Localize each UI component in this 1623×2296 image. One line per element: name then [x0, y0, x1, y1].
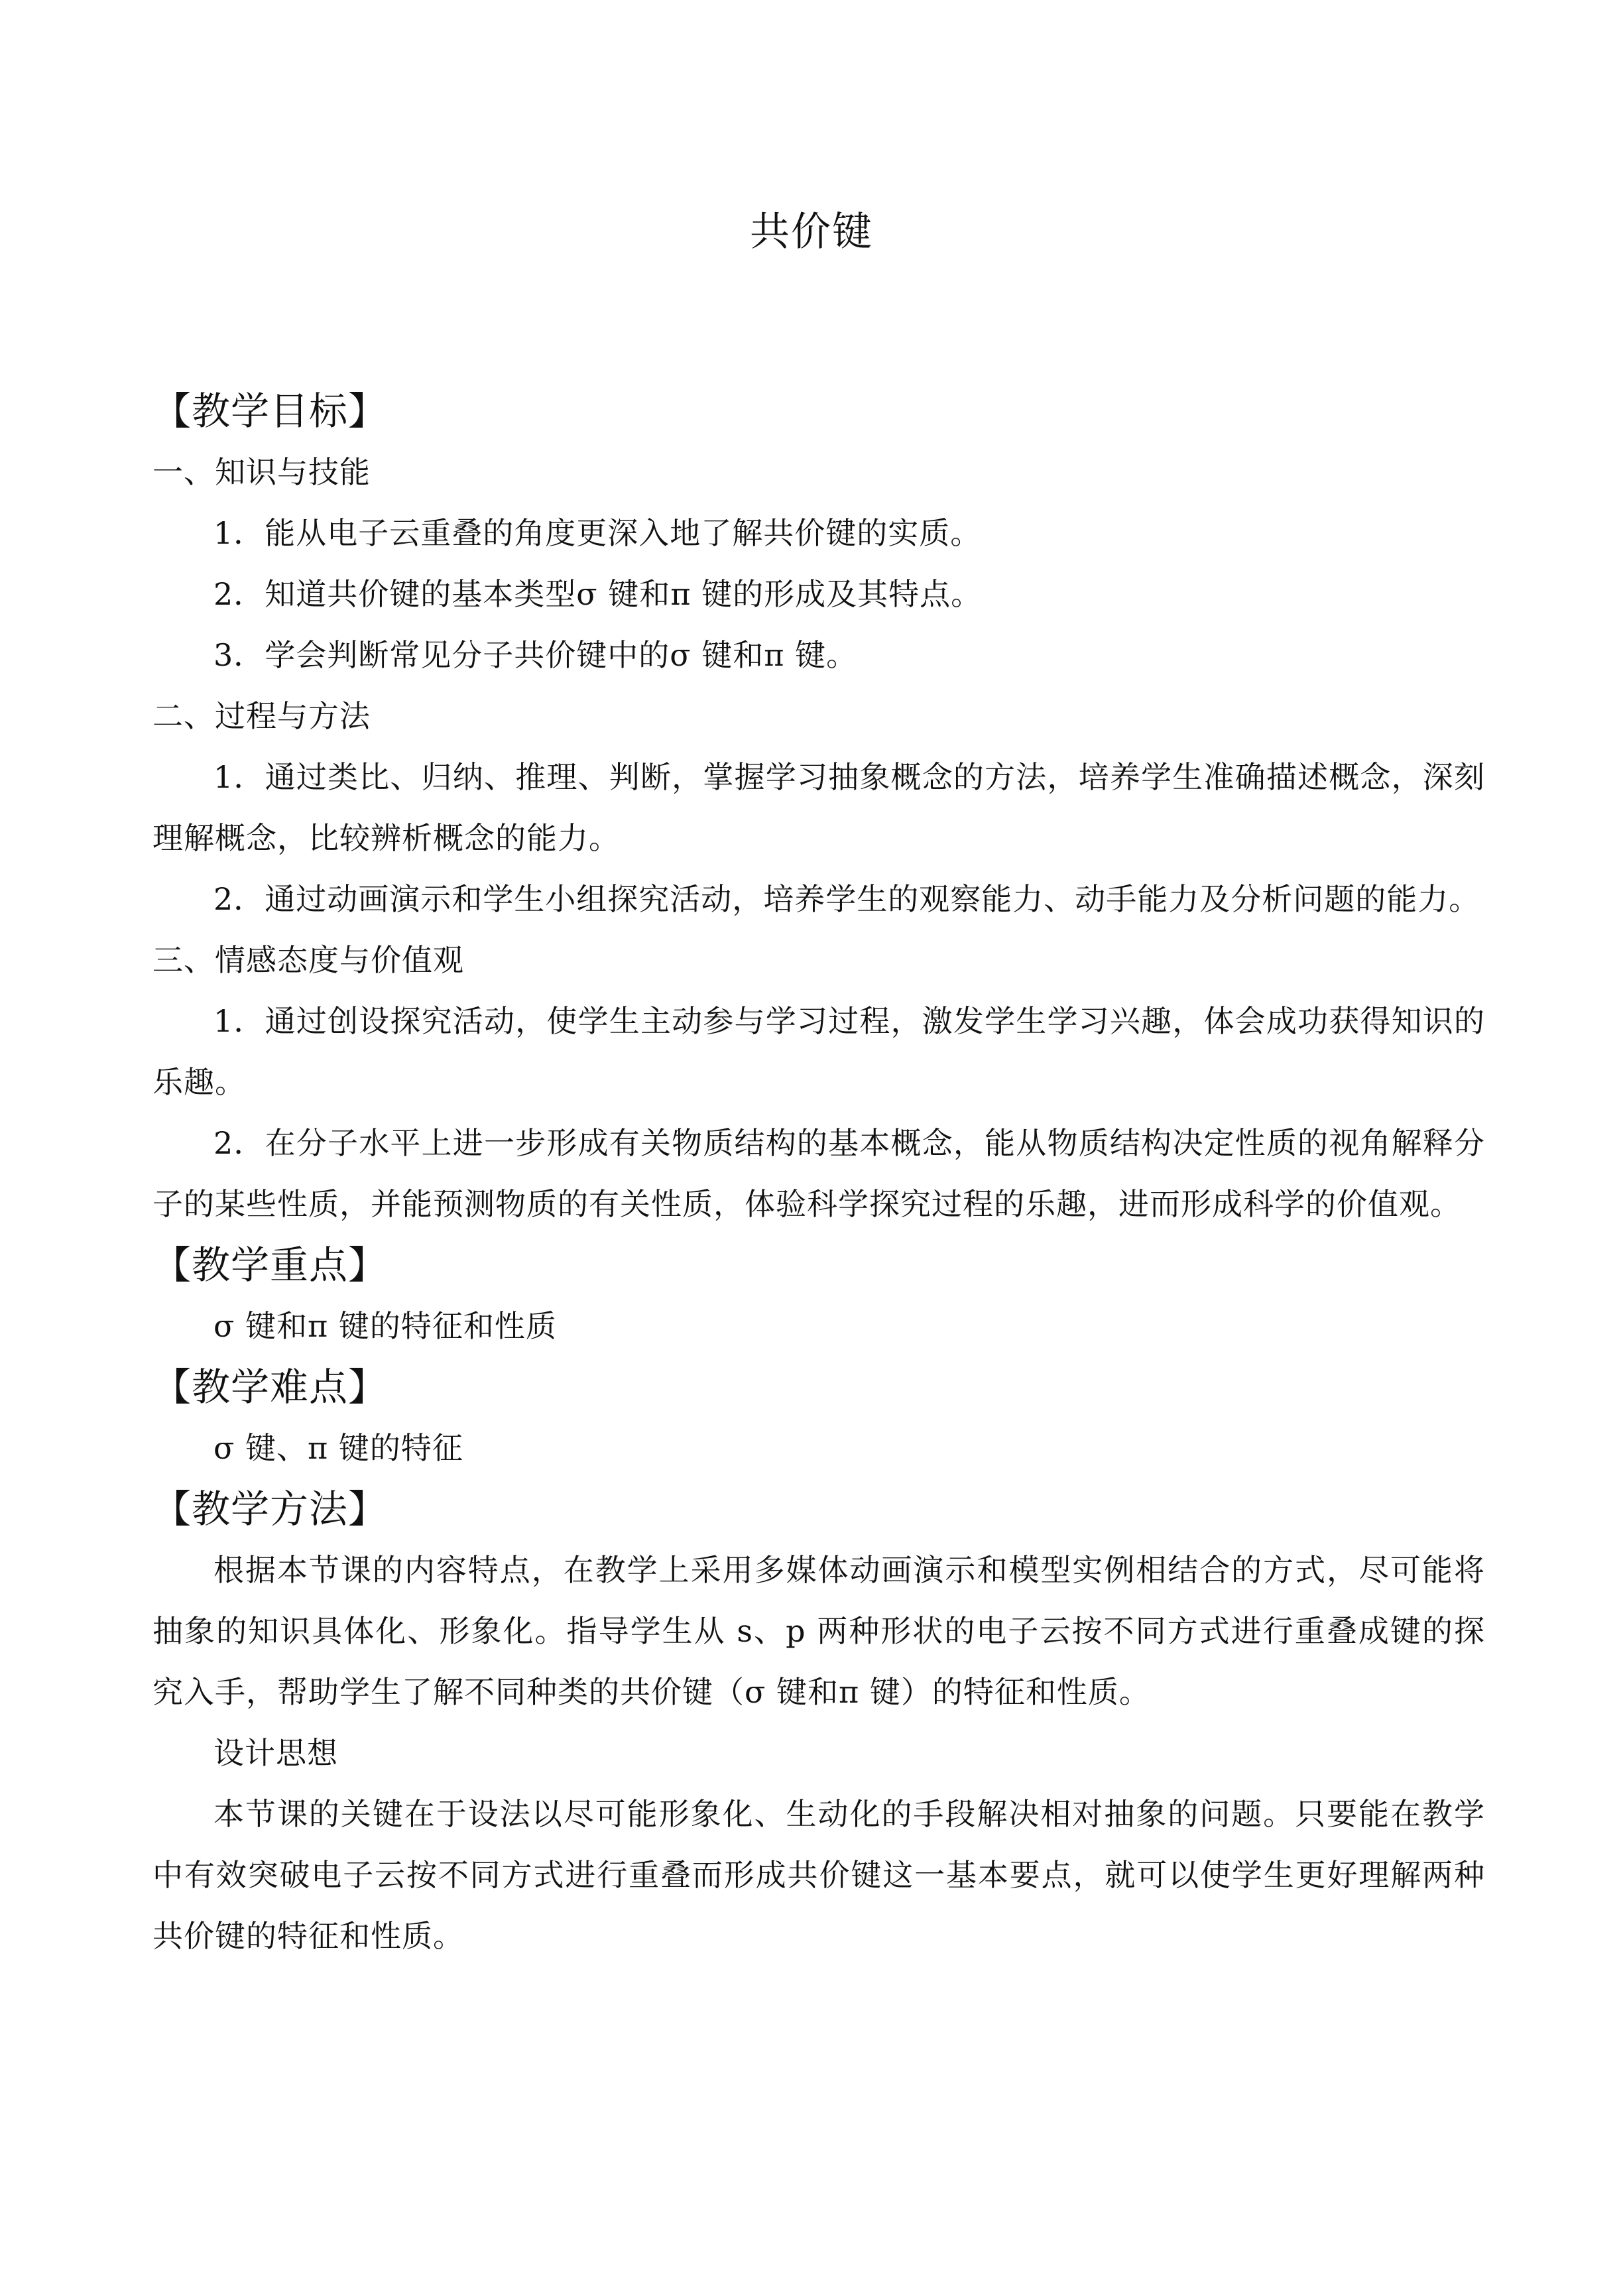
design-text: 本节课的关键在于设法以尽可能形象化、生动化的手段解决相对抽象的问题。只要能在教学中有效突破电子云按不同方式进行重叠而形成共价键这一基本要点，就可以使学生更好理解两种共价键的特征和性质。 — [152, 1796, 1485, 1954]
subheading-process: 二、过程与方法 — [152, 698, 371, 734]
section-heading-methods: 【教学方法】 — [152, 1486, 388, 1532]
section-heading-difficulties: 【教学难点】 — [152, 1364, 388, 1410]
section-heading-objectives: 【教学目标】 — [152, 389, 388, 434]
page-title: 共价键 — [750, 209, 873, 255]
document-body — [152, 381, 1485, 1966]
methods-text: 根据本节课的内容特点，在教学上采用多媒体动画演示和模型实例相结合的方式，尽可能将抽象的知识具体化、形象化。指导学生从 s、p 两种形状的电子云按不同方式进行重叠成键的探究入手，帮助学生了解不同种类的共价键（σ 键和π 键）的特征和性质。 — [152, 1552, 1485, 1710]
subheading-emotion: 三、情感态度与价值观 — [152, 942, 464, 978]
knowledge-item-3: 3．学会判断常见分子共价键中的σ 键和π 键。 — [213, 637, 858, 673]
emotion-item-1: 1．通过创设探究活动，使学生主动参与学习过程，激发学生学习兴趣，体会成功获得知识的乐趣。 — [152, 1003, 1485, 1100]
design-heading: 设计思想 — [213, 1735, 338, 1771]
process-item-2: 2．通过动画演示和学生小组探究活动，培养学生的观察能力、动手能力及分析问题的能力。 — [213, 881, 1480, 917]
knowledge-item-1: 1．能从电子云重叠的角度更深入地了解共价键的实质。 — [213, 515, 982, 551]
process-item-1: 1．通过类比、归纳、推理、判断，掌握学习抽象概念的方法，培养学生准确描述概念，深刻理解概念，比较辨析概念的能力。 — [152, 759, 1485, 856]
section-heading-key-points: 【教学重点】 — [152, 1242, 388, 1288]
emotion-item-2: 2．在分子水平上进一步形成有关物质结构的基本概念，能从物质结构决定性质的视角解释分子的某些性质，并能预测物质的有关性质，体验科学探究过程的乐趣，进而形成科学的价值观。 — [152, 1125, 1485, 1222]
subheading-knowledge: 一、知识与技能 — [152, 454, 371, 490]
difficulties-text: σ 键、π 键的特征 — [213, 1430, 463, 1466]
key-points-text: σ 键和π 键的特征和性质 — [213, 1308, 557, 1344]
knowledge-item-2: 2．知道共价键的基本类型σ 键和π 键的形成及其特点。 — [213, 576, 983, 612]
